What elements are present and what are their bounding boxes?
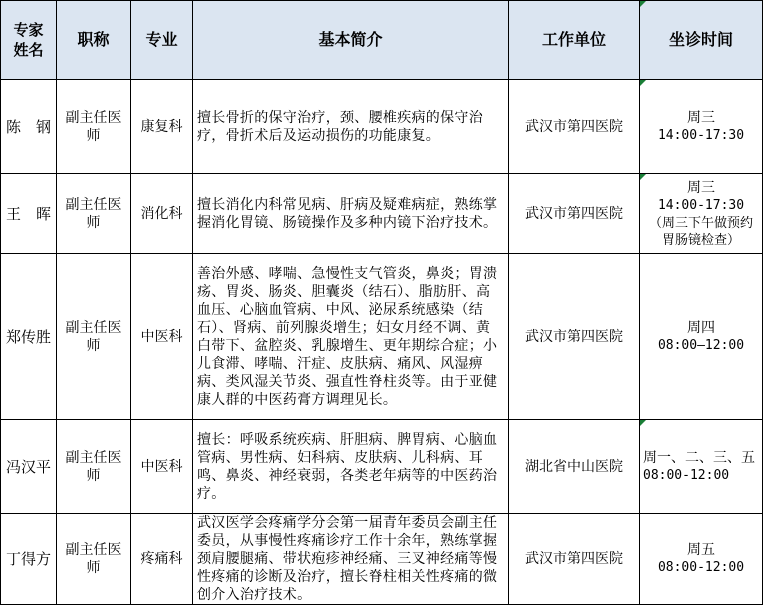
doctor-name: 丁得方: [1, 514, 57, 605]
doctor-specialty: 中医科: [131, 254, 193, 420]
table-row: [1, 254, 763, 420]
doctor-schedule: [640, 254, 763, 420]
doctor-title: 副主任医师: [57, 420, 131, 514]
header-workplace: 工作单位: [509, 1, 640, 80]
doctor-workplace: 湖北省中山医院: [509, 420, 640, 514]
schedule-day: 周三: [687, 179, 715, 196]
doctor-intro: 善治外感、哮喘、急慢性支气管炎，鼻炎；胃溃疡、胃炎、肠炎、胆囊炎（结石）、脂肪肝、高血压、心脑血管病、中风、泌尿系统感染（结石）、肾病、前列腺炎增生；妇女月经不调、黄白带下、盆腔炎、乳腺增生、更年期综合症；小儿食滞、哮喘、汗症、皮肤病、痛风、风湿痹病、类风湿关节炎、强直性脊柱炎等。由于亚健康人群的中医药膏方调理见长。: [193, 254, 509, 420]
header-title: 职称: [57, 1, 131, 80]
schedule-day: 周五: [687, 542, 715, 558]
doctor-intro: 擅长消化内科常见病、肝病及疑难病症，熟练掌握消化胃镜、肠镜操作及多种内镜下治疗技术。: [193, 174, 509, 254]
doctor-workplace: 武汉市第四医院: [509, 174, 640, 254]
comment-marker-icon: [640, 420, 646, 426]
doctor-intro: 擅长骨折的保守治疗，颈、腰椎疾病的保守治疗，骨折术后及运动损伤的功能康复。: [193, 80, 509, 174]
schedule-hours: 14:00-17:30: [657, 197, 745, 213]
table-row: [1, 174, 763, 254]
schedule-hours: 08:00-12:00: [657, 560, 745, 575]
doctor-intro: 武汉医学会疼痛学分会第一届青年委员会副主任委员，从事慢性疼痛诊疗工作十余年，熟练掌握颈肩腰腿痛、带状疱疹神经痛、三叉神经痛等慢性疼痛的诊断及治疗，擅长脊柱相关性疼痛的微创介入治疗技术。: [193, 514, 509, 605]
doctor-schedule: [640, 420, 763, 514]
doctor-name: 郑传胜: [1, 254, 57, 420]
schedule-hours: 08:00-12:00: [643, 467, 730, 483]
doctor-schedule: [640, 174, 763, 254]
doctor-workplace: 武汉市第四医院: [509, 80, 640, 174]
header-row: [1, 1, 763, 80]
comment-marker-icon: [640, 1, 646, 7]
comment-marker-icon: [640, 80, 646, 86]
schedule-note: （周三下午做预约胃肠镜检查）: [648, 215, 753, 248]
doctor-name: 陈 钢: [1, 80, 57, 174]
header-intro: 基本简介: [193, 1, 509, 80]
table-row: [1, 420, 763, 514]
table-row: [1, 514, 763, 605]
doctor-specialty: 消化科: [131, 174, 193, 254]
header-expert: 专家 姓名: [1, 1, 57, 80]
doctor-schedule: [640, 80, 763, 174]
schedule-day: 周三: [687, 109, 715, 126]
doctor-specialty: 康复科: [131, 80, 193, 174]
schedule-hours: 08:00—12:00: [657, 337, 745, 353]
table-row: [1, 80, 763, 174]
header-schedule: 坐诊时间: [640, 1, 763, 80]
doctor-workplace: 武汉市第四医院: [509, 514, 640, 605]
doctor-name: 王 晖: [1, 174, 57, 254]
doctor-title: 副主任医师: [57, 254, 131, 420]
doctor-title: 副主任医师: [57, 174, 131, 254]
doctor-title: 副主任医师: [57, 514, 131, 605]
doctor-schedule: [640, 514, 763, 605]
schedule-day: 周四: [687, 319, 715, 336]
doctor-name: 冯汉平: [1, 420, 57, 514]
schedule-day: 周一、二、三、五: [643, 449, 755, 466]
doctor-title: 副主任医师: [57, 80, 131, 174]
doctor-intro: 擅长：呼吸系统疾病、肝胆病、脾胃病、心脑血管病、男性病、妇科病、皮肤病、儿科病、耳鸣、鼻炎、神经衰弱，各类老年病等的中医药治疗。: [193, 420, 509, 514]
schedule-hours: 14:00-17:30: [657, 127, 745, 143]
doctor-specialty: 疼痛科: [131, 514, 193, 605]
header-specialty: 专业: [131, 1, 193, 80]
doctor-specialty: 中医科: [131, 420, 193, 514]
doctor-workplace: 武汉市第四医院: [509, 254, 640, 420]
comment-marker-icon: [640, 174, 646, 180]
